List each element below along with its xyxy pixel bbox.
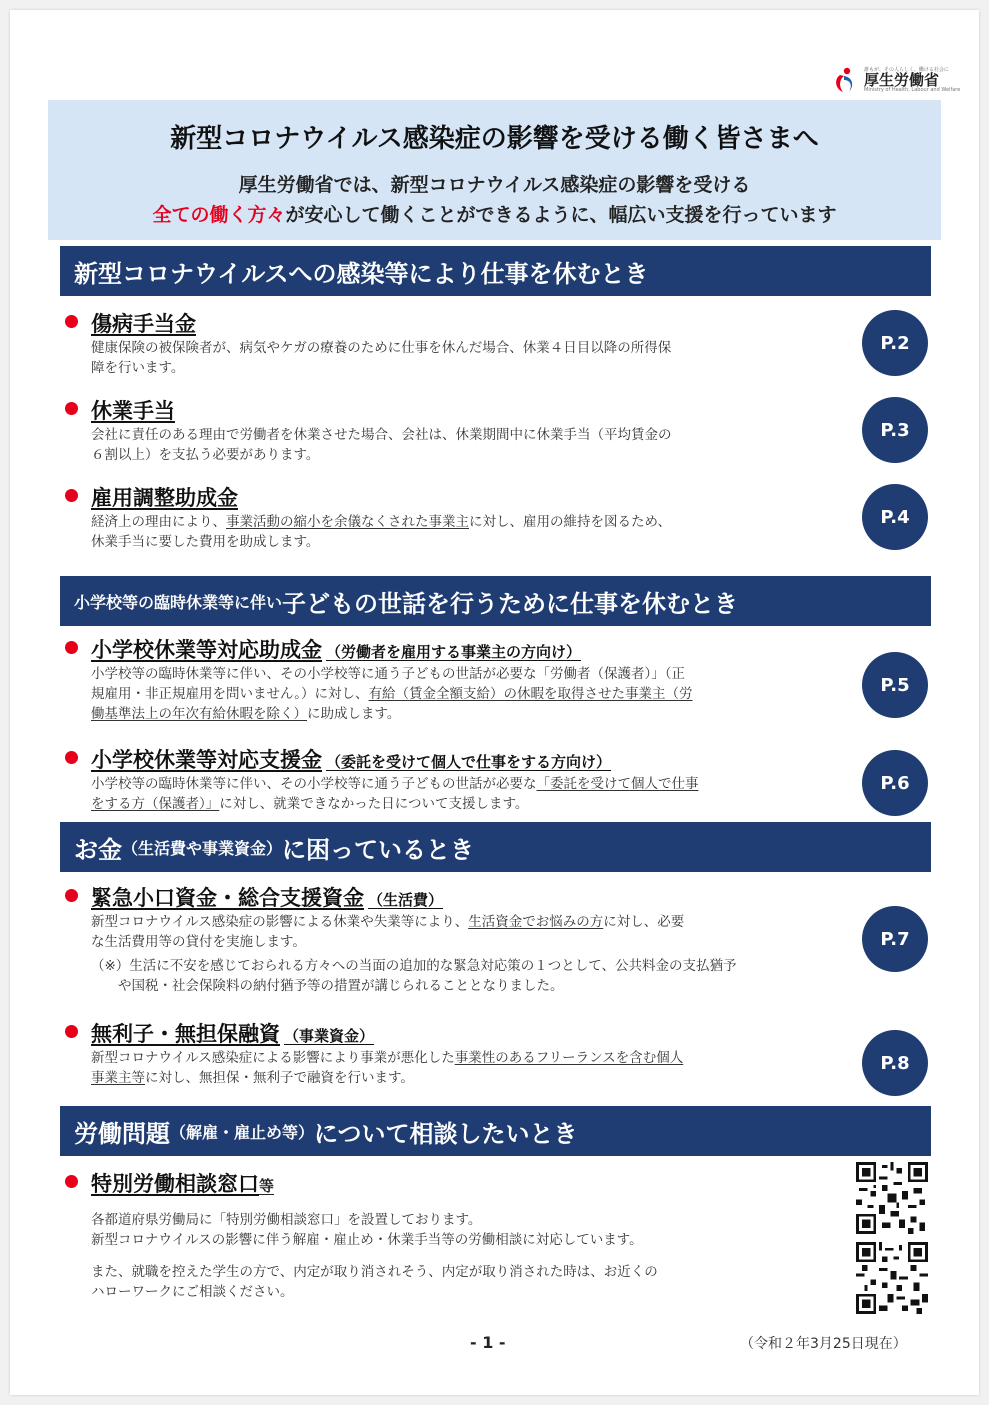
desc-text: に対し、就業できなかった日について支援します。 — [219, 796, 529, 812]
desc-line: ハローワークにご相談ください。 — [91, 1284, 294, 1300]
item-title: 小学校休業等対応支援金 — [91, 748, 322, 772]
item-description — [91, 912, 865, 952]
desc-text: に助成します。 — [307, 706, 401, 722]
section-title-b: （生活費や事業資金） — [122, 838, 283, 858]
item-employment-adjustment-subsidy — [65, 482, 865, 552]
item-interest-free-loan — [65, 1018, 865, 1088]
item-emergency-loan — [65, 882, 865, 996]
item-school-closure-subsidy — [65, 634, 865, 724]
desc-line — [91, 1048, 865, 1068]
item-description — [91, 664, 865, 724]
section-title: 新型コロナウイルスへの感染等により仕事を休むとき — [74, 259, 649, 288]
desc-line: な生活費用等の貸付を実施します。 — [91, 934, 306, 950]
section-header-sick-leave — [60, 246, 931, 296]
header-banner — [48, 100, 941, 240]
item-description — [91, 425, 865, 465]
bullet-icon — [65, 1025, 78, 1038]
desc-text: に対し、無担保・無利子で融資を行います。 — [145, 1070, 414, 1086]
banner-highlight: 全ての働く方々 — [152, 204, 286, 226]
section-title: 子どもの世話を行うために仕事を休むとき — [282, 589, 739, 618]
section-header-child-care — [60, 576, 931, 626]
item-note — [91, 956, 865, 996]
desc-text: 新型コロナウイルス感染症の影響による休業や失業等により、 — [91, 914, 469, 930]
desc-underlined: 事業性のあるフリーランスを含む個人 — [454, 1050, 684, 1066]
section-title-small: 小学校等の臨時休業等に伴い — [74, 592, 283, 612]
item-description — [91, 1210, 865, 1302]
desc-line: また、就職を控えた学生の方で、内定が取り消されそう、内定が取り消された時は、お近くの — [91, 1264, 658, 1280]
item-sickness-allowance — [65, 308, 865, 378]
desc-line: 休業手当に要した費用を助成します。 — [91, 534, 320, 550]
banner-subtitle-1: 厚生労働省では、新型コロナウイルス感染症の影響を受ける — [238, 174, 751, 196]
note-line: （※）生活に不安を感じておられる方々への当面の追加的な緊急対応策の１つとして、公共料金の支払猶予 — [91, 958, 737, 974]
section-title-a: 労働問題 — [74, 1119, 170, 1148]
desc-underlined: 事業主等 — [91, 1070, 145, 1086]
desc-text: に対し、必要 — [603, 914, 685, 930]
page-link-p3[interactable]: P.3 — [862, 397, 928, 463]
item-title: 特別労働相談窓口 — [91, 1172, 259, 1196]
document-page — [10, 10, 979, 1395]
desc-line: 障を行います。 — [91, 360, 185, 376]
item-description — [91, 1048, 865, 1088]
as-of-date: （令和２年3月25日現在） — [740, 1336, 907, 1352]
desc-underlined: 事業活動の縮小を余儀なくされた事業主 — [226, 514, 469, 530]
desc-underlined: 働基準法上の年次有給休暇を除く） — [91, 706, 307, 722]
desc-line — [91, 684, 865, 704]
page-link-p6[interactable]: P.6 — [862, 750, 928, 816]
desc-text: 規雇用・非正規雇用を問いません。）に対し、 — [91, 686, 369, 702]
mhlw-logo-icon — [830, 65, 860, 95]
desc-line: 健康保険の被保険者が、病気やケガの療養のために仕事を休んだ場合、休業４日目以降の所得保 — [91, 340, 672, 356]
desc-text: 小学校等の臨時休業等に伴い、その小学校等に通う子どもの世話が必要な — [91, 776, 537, 792]
desc-line: ６割以上）を支払う必要があります。 — [91, 447, 320, 463]
desc-underlined: をする方（保護者）」 — [91, 796, 220, 812]
section-title-a: お金 — [74, 835, 122, 864]
desc-text: 経済上の理由により、 — [91, 514, 226, 530]
bullet-icon — [65, 751, 78, 764]
qr-code-icon[interactable] — [856, 1162, 928, 1234]
desc-underlined: 有給（賃金全額支給）の休暇を取得させた事業主（労 — [368, 686, 693, 702]
item-labor-consultation — [65, 1168, 865, 1302]
desc-line — [91, 774, 865, 794]
page-link-p2[interactable]: P.2 — [862, 310, 928, 376]
desc-line: 新型コロナウイルスの影響に伴う解雇・雇止め・休業手当等の労働相談に対応しています。 — [91, 1232, 643, 1248]
item-subtitle: （委託を受けて個人で仕事をする方向け） — [326, 753, 612, 771]
item-title: 休業手当 — [91, 399, 175, 423]
logo-tagline: 誰もが、その人らしく、働ける社会に — [864, 66, 949, 73]
item-subtitle: （労働者を雇用する事業主の方向け） — [326, 643, 582, 661]
desc-underlined: 「委託を受けて個人で仕事 — [536, 776, 699, 792]
item-title: 緊急小口資金・総合支援資金 — [91, 886, 364, 910]
desc-line — [91, 704, 865, 724]
bullet-icon — [65, 641, 78, 654]
desc-text: に対し、雇用の維持を図るため、 — [469, 514, 671, 530]
note-line: や国税・社会保険料の納付猶予等の措置が講じられることとなりました。 — [91, 978, 564, 994]
mhlw-logo — [830, 65, 960, 95]
page-link-p8[interactable]: P.8 — [862, 1030, 928, 1096]
banner-subtitle-2-rest: が安心して働くことができるように、幅広い支援を行っています — [285, 204, 837, 226]
desc-line: 各都道府県労働局に「特別労働相談窓口」を設置しております。 — [91, 1212, 482, 1228]
desc-line — [91, 1068, 865, 1088]
item-subtitle: （事業資金） — [284, 1027, 375, 1045]
section-header-money — [60, 822, 931, 872]
desc-line — [91, 912, 865, 932]
item-title: 無利子・無担保融資 — [91, 1022, 280, 1046]
page-title: 新型コロナウイルス感染症の影響を受ける働く皆さまへ — [170, 124, 819, 154]
item-title: 雇用調整助成金 — [91, 486, 238, 510]
section-title-b: （解雇・雇止め等） — [170, 1122, 315, 1142]
desc-underlined: 生活資金でお悩みの方 — [468, 914, 604, 930]
page-link-p5[interactable]: P.5 — [862, 652, 928, 718]
desc-line: 小学校等の臨時休業等に伴い、その小学校等に通う子どもの世話が必要な「労働者（保護者）」（正 — [91, 666, 685, 682]
bullet-icon — [65, 315, 78, 328]
desc-line: 会社に責任のある理由で労働者を休業させた場合、会社は、休業期間中に休業手当（平均賃金の — [91, 427, 672, 443]
page-link-p7[interactable]: P.7 — [862, 906, 928, 972]
desc-text: 新型コロナウイルス感染症による影響により事業が悪化した — [91, 1050, 455, 1066]
desc-line — [91, 794, 865, 814]
item-title: 傷病手当金 — [91, 312, 196, 336]
banner-subtitle-2 — [48, 200, 941, 227]
item-subtitle: （生活費） — [368, 891, 444, 909]
item-school-closure-support — [65, 744, 865, 814]
bullet-icon — [65, 489, 78, 502]
bullet-icon — [65, 889, 78, 902]
item-title: 小学校休業等対応助成金 — [91, 638, 322, 662]
item-leave-allowance — [65, 395, 865, 465]
item-description — [91, 774, 865, 814]
item-description — [91, 338, 865, 378]
item-title-suffix: 等 — [259, 1177, 275, 1195]
bullet-icon — [65, 402, 78, 415]
section-title-c: について相談したいとき — [314, 1119, 578, 1148]
page-link-p4[interactable]: P.4 — [862, 484, 928, 550]
page-number: - 1 - — [470, 1333, 506, 1352]
bullet-icon — [65, 1175, 78, 1188]
logo-name: 厚生労働省 — [864, 70, 940, 89]
item-description — [91, 512, 865, 552]
desc-line — [91, 512, 865, 532]
section-title-c: に困っているとき — [282, 835, 475, 864]
logo-english: Ministry of Health, Labour and Welfare — [864, 86, 961, 93]
section-header-labor — [60, 1106, 931, 1156]
qr-code-icon[interactable] — [856, 1242, 928, 1314]
